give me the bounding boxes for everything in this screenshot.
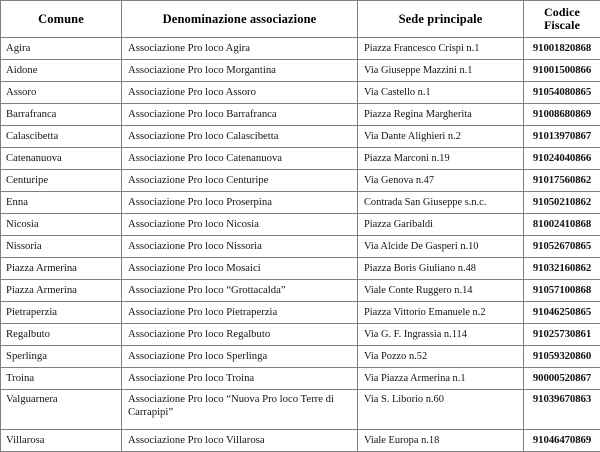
cell-codice-fiscale: 91059320860 — [524, 346, 600, 368]
cell-comune: Regalbuto — [1, 324, 122, 346]
cell-sede-principale: Piazza Marconi n.19 — [358, 148, 524, 170]
cell-sede-principale: Via Piazza Armerina n.1 — [358, 368, 524, 390]
cell-codice-fiscale: 91001820868 — [524, 38, 600, 60]
cell-comune: Sperlinga — [1, 346, 122, 368]
table-row — [1, 302, 600, 324]
table-row — [1, 214, 600, 236]
column-header-codice-fiscale — [524, 1, 600, 38]
cell-denominazione: Associazione Pro loco Villarosa — [122, 430, 358, 452]
cell-sede-principale: Viale Europa n.18 — [358, 430, 524, 452]
cell-codice-fiscale: 90000520867 — [524, 368, 600, 390]
cell-comune: Piazza Armerina — [1, 258, 122, 280]
cell-codice-fiscale: 91001500866 — [524, 60, 600, 82]
cell-comune: Calascibetta — [1, 126, 122, 148]
table-row — [1, 148, 600, 170]
table-row — [1, 390, 600, 430]
table-row — [1, 236, 600, 258]
cell-codice-fiscale: 81002410868 — [524, 214, 600, 236]
column-header-codice-line2: Fiscale — [544, 18, 580, 32]
cell-denominazione: Associazione Pro loco Proserpina — [122, 192, 358, 214]
cell-codice-fiscale: 91039670863 — [524, 390, 600, 430]
cell-denominazione: Associazione Pro loco Troina — [122, 368, 358, 390]
column-header-comune: Comune — [1, 1, 122, 38]
cell-comune: Nicosia — [1, 214, 122, 236]
cell-denominazione: Associazione Pro loco Assoro — [122, 82, 358, 104]
cell-denominazione: Associazione Pro loco Catenanuova — [122, 148, 358, 170]
cell-denominazione: Associazione Pro loco Nicosia — [122, 214, 358, 236]
cell-codice-fiscale: 91050210862 — [524, 192, 600, 214]
cell-comune: Assoro — [1, 82, 122, 104]
table-row — [1, 430, 600, 452]
cell-denominazione: Associazione Pro loco Nissoria — [122, 236, 358, 258]
cell-comune: Barrafranca — [1, 104, 122, 126]
table-row — [1, 368, 600, 390]
column-header-denominazione: Denominazione associazione — [122, 1, 358, 38]
table-row — [1, 346, 600, 368]
cell-denominazione: Associazione Pro loco Centuripe — [122, 170, 358, 192]
cell-codice-fiscale: 91017560862 — [524, 170, 600, 192]
cell-comune: Centuripe — [1, 170, 122, 192]
table-header — [1, 1, 600, 38]
cell-denominazione: Associazione Pro loco Pietraperzia — [122, 302, 358, 324]
cell-sede-principale: Contrada San Giuseppe s.n.c. — [358, 192, 524, 214]
cell-denominazione: Associazione Pro loco Agira — [122, 38, 358, 60]
cell-denominazione: Associazione Pro loco Sperlinga — [122, 346, 358, 368]
cell-sede-principale: Via Giuseppe Mazzini n.1 — [358, 60, 524, 82]
table-row — [1, 170, 600, 192]
cell-comune: Aidone — [1, 60, 122, 82]
cell-comune: Agira — [1, 38, 122, 60]
cell-sede-principale: Via Dante Alighieri n.2 — [358, 126, 524, 148]
cell-denominazione: Associazione Pro loco “Grottacalda” — [122, 280, 358, 302]
table-row — [1, 126, 600, 148]
cell-codice-fiscale: 91046470869 — [524, 430, 600, 452]
cell-denominazione: Associazione Pro loco Regalbuto — [122, 324, 358, 346]
cell-sede-principale: Via S. Liborio n.60 — [358, 390, 524, 430]
cell-sede-principale: Via Genova n.47 — [358, 170, 524, 192]
cell-denominazione: Associazione Pro loco Calascibetta — [122, 126, 358, 148]
cell-sede-principale: Via Pozzo n.52 — [358, 346, 524, 368]
cell-sede-principale: Piazza Vittorio Emanuele n.2 — [358, 302, 524, 324]
cell-denominazione: Associazione Pro loco Mosaici — [122, 258, 358, 280]
cell-codice-fiscale: 91057100868 — [524, 280, 600, 302]
header-row — [1, 1, 600, 38]
cell-denominazione: Associazione Pro loco Barrafranca — [122, 104, 358, 126]
cell-codice-fiscale: 91013970867 — [524, 126, 600, 148]
table-row — [1, 38, 600, 60]
cell-codice-fiscale: 91032160862 — [524, 258, 600, 280]
column-header-codice-line1: Codice — [544, 5, 580, 19]
cell-codice-fiscale: 91025730861 — [524, 324, 600, 346]
table-row — [1, 192, 600, 214]
cell-codice-fiscale: 91008680869 — [524, 104, 600, 126]
cell-denominazione: Associazione Pro loco “Nuova Pro loco Terre di Carrapipi” — [122, 390, 358, 430]
table-row — [1, 280, 600, 302]
cell-comune: Troina — [1, 368, 122, 390]
cell-sede-principale: Piazza Garibaldi — [358, 214, 524, 236]
table-row — [1, 258, 600, 280]
cell-denominazione: Associazione Pro loco Morgantina — [122, 60, 358, 82]
cell-codice-fiscale: 91046250865 — [524, 302, 600, 324]
cell-comune: Villarosa — [1, 430, 122, 452]
table-row — [1, 82, 600, 104]
cell-sede-principale: Via Alcide De Gasperi n.10 — [358, 236, 524, 258]
cell-sede-principale: Piazza Francesco Crispi n.1 — [358, 38, 524, 60]
cell-sede-principale: Piazza Boris Giuliano n.48 — [358, 258, 524, 280]
column-header-sede: Sede principale — [358, 1, 524, 38]
cell-comune: Nissoria — [1, 236, 122, 258]
cell-comune: Piazza Armerina — [1, 280, 122, 302]
cell-sede-principale: Viale Conte Ruggero n.14 — [358, 280, 524, 302]
table-body — [1, 38, 600, 452]
table-row — [1, 104, 600, 126]
cell-comune: Catenanuova — [1, 148, 122, 170]
cell-codice-fiscale: 91054080865 — [524, 82, 600, 104]
cell-sede-principale: Via Castello n.1 — [358, 82, 524, 104]
cell-codice-fiscale: 91024040866 — [524, 148, 600, 170]
cell-codice-fiscale: 91052670865 — [524, 236, 600, 258]
cell-comune: Enna — [1, 192, 122, 214]
cell-sede-principale: Via G. F. Ingrassia n.114 — [358, 324, 524, 346]
table-row — [1, 60, 600, 82]
cell-sede-principale: Piazza Regina Margherita — [358, 104, 524, 126]
cell-comune: Valguarnera — [1, 390, 122, 430]
cell-comune: Pietraperzia — [1, 302, 122, 324]
table-row — [1, 324, 600, 346]
